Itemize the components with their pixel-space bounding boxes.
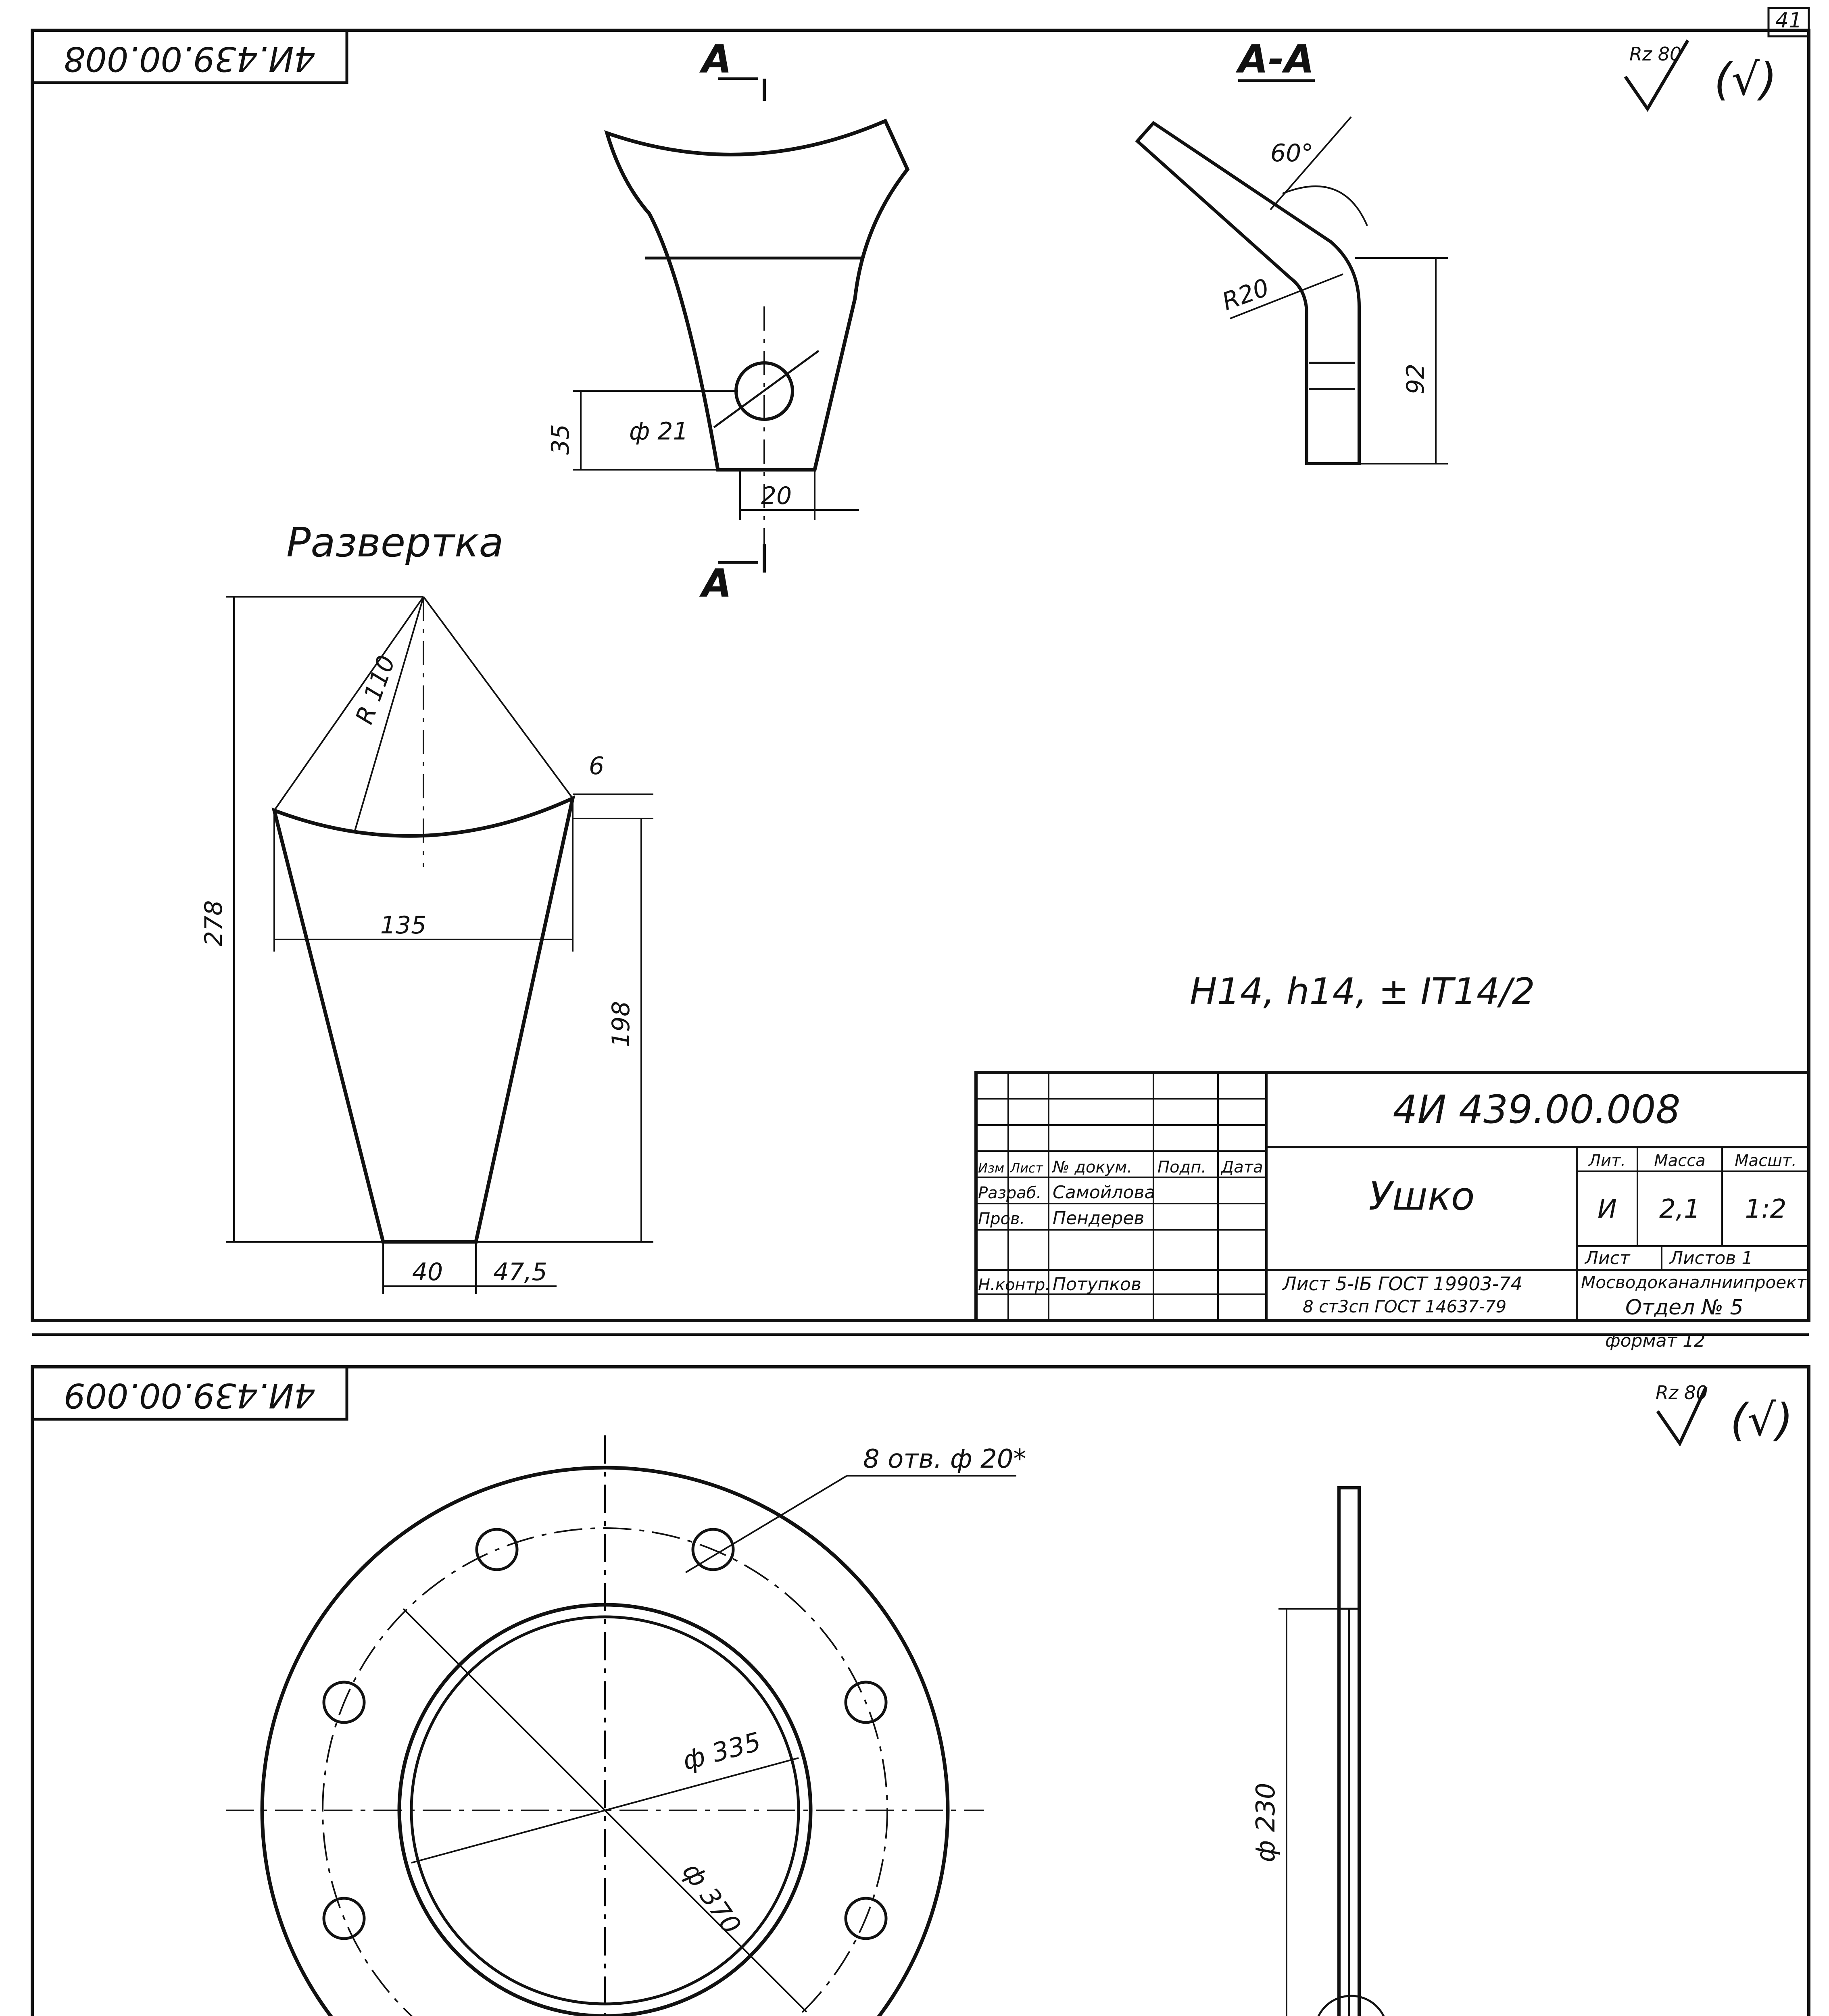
- holes-label: 8 отв. ф 20*: [863, 1444, 1026, 1474]
- eye-front-view: [546, 37, 907, 606]
- top-header-lit: Лит.: [1588, 1152, 1626, 1170]
- dim-hole-offset-h: 20: [761, 482, 792, 510]
- bottom-sheet: [32, 1367, 1809, 2016]
- top-designation: 4И 439.00.008: [1393, 1087, 1681, 1132]
- top-tolerance-note: H14, h14, ± IT14/2: [1190, 971, 1535, 1013]
- detail-callout-circle: [1315, 1996, 1387, 2016]
- corner-sheet-number: 41: [1775, 8, 1802, 33]
- dim-bolt-circle: ф 370: [676, 1857, 747, 1940]
- top-mass: 2,1: [1659, 1194, 1700, 1224]
- bottom-roughness-general: (√): [1730, 1394, 1793, 1446]
- dim-unfold-radius: R 110: [350, 652, 401, 728]
- bottom-stamp-number: 4И.439.00.009: [64, 1376, 315, 1416]
- top-part-name: Ушко: [1368, 1174, 1475, 1219]
- roughness-value: Rz 80: [1629, 43, 1682, 65]
- flange-front-view: [226, 1435, 1026, 2016]
- bottom-roughness-symbol: [1656, 1382, 1793, 1446]
- dim-body-height: 198: [607, 1001, 635, 1048]
- top-row-label-norm-control: Н.контр.: [978, 1276, 1050, 1294]
- roughness-symbol: [1625, 40, 1777, 109]
- top-row-label-checker: Пров.: [978, 1210, 1025, 1228]
- top-org: Мосводоканалниипроект: [1581, 1272, 1806, 1292]
- flange-side-view: [1242, 1488, 1387, 2016]
- top-format: формат 12: [1605, 1331, 1706, 1351]
- top-col-header-sign: Подп.: [1157, 1158, 1207, 1177]
- top-sheet: [32, 8, 1809, 1351]
- top-header-mass: Масса: [1654, 1152, 1706, 1170]
- top-sheet-label: Лист: [1585, 1248, 1630, 1268]
- top-col-header-izm: Изм: [978, 1160, 1005, 1176]
- dim-inner-dia: ф 335: [679, 1727, 764, 1776]
- top-header-scale: Масшт.: [1735, 1152, 1797, 1170]
- dim-hole-offset-v: 35: [546, 424, 575, 455]
- dim-section-height: 92: [1401, 363, 1430, 395]
- section-title: А-А: [1238, 37, 1314, 82]
- section-marker-bottom: А: [702, 561, 732, 606]
- top-col-header-date: Дата: [1221, 1158, 1263, 1177]
- section-marker-top: А: [702, 37, 732, 82]
- dim-side-dia: ф 230: [1251, 1783, 1281, 1862]
- top-name-checker: Пендерев: [1053, 1208, 1145, 1229]
- top-row-label-developer: Разраб.: [978, 1184, 1042, 1202]
- top-name-norm-control: Потупков: [1053, 1274, 1141, 1295]
- dim-angle: 60°: [1270, 139, 1314, 167]
- section-a-a: [1137, 37, 1448, 464]
- bottom-roughness-value: Rz 80: [1656, 1382, 1708, 1404]
- top-name-developer: Самойлова: [1053, 1182, 1155, 1203]
- dim-bend-radius: R20: [1218, 273, 1273, 317]
- roughness-general: (√): [1714, 54, 1777, 105]
- dim-hole-dia: ф 21: [629, 417, 688, 446]
- top-material-line2: 8 ст3сп ГОСТ 14637-79: [1303, 1297, 1507, 1316]
- top-title-block: [976, 1073, 1809, 1351]
- top-stamp-number: 4И.439.00.008: [64, 39, 315, 79]
- unfold-view: [200, 519, 653, 1294]
- top-lit: И: [1598, 1194, 1617, 1224]
- top-col-header-doc: № докум.: [1053, 1158, 1132, 1177]
- top-department: Отдел № 5: [1625, 1295, 1743, 1320]
- dim-top-width: 135: [380, 911, 427, 939]
- top-col-header-list: Лист: [1010, 1160, 1043, 1176]
- unfold-title: Развертка: [286, 519, 504, 566]
- top-material-line1: Лист 5-IБ ГОСТ 19903-74: [1283, 1273, 1522, 1295]
- dim-arc-depth: 6: [589, 752, 605, 780]
- dim-bottom-offset: 47,5: [493, 1258, 547, 1286]
- dim-unfold-height: 278: [200, 900, 228, 947]
- top-sheets-label: Листов 1: [1670, 1248, 1753, 1268]
- dim-bottom-width: 40: [412, 1258, 443, 1286]
- top-scale: 1:2: [1745, 1194, 1787, 1224]
